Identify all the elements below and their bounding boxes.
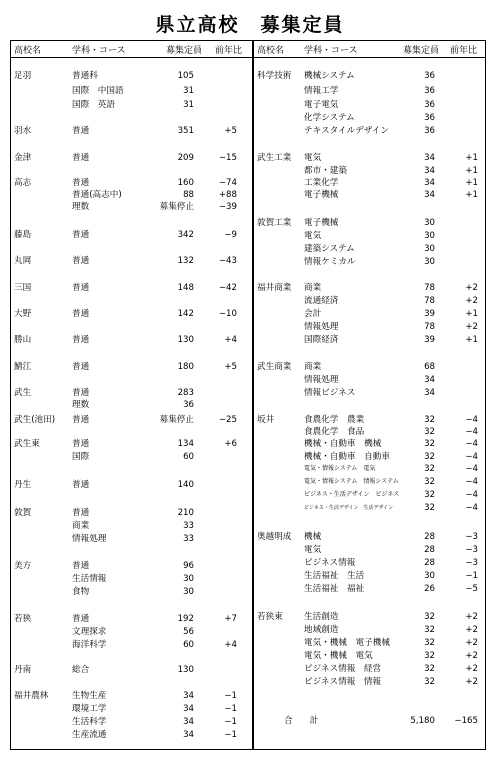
quota-value: 31 [183, 100, 194, 110]
school-name: 藤島 [14, 230, 32, 240]
course-name: 商業 [304, 362, 322, 372]
diff-value: −4 [465, 477, 478, 487]
course-name: 普通 [72, 283, 90, 293]
course-name: 電子機械 [304, 190, 339, 200]
course-name: 生活情報 [72, 574, 107, 584]
quota-value: 342 [177, 230, 194, 240]
quota-value: 32 [424, 677, 435, 687]
school-name: 科学技術 [257, 71, 292, 81]
diff-value: +1 [465, 190, 478, 200]
diff-value: −4 [465, 439, 478, 449]
course-name: 電気・情報システム 情報システム [304, 478, 399, 485]
course-name: 商業 [304, 283, 322, 293]
quota-value: 36 [424, 71, 435, 81]
course-name: ビジネス情報 情報 [304, 677, 382, 687]
course-name: 食農化学 食品 [304, 427, 365, 437]
quota-value: 36 [424, 126, 435, 136]
school-name: 鯖江 [14, 362, 32, 372]
diff-value: +6 [224, 439, 237, 449]
quota-value: 36 [424, 113, 435, 123]
course-name: テキスタイルデザイン [304, 126, 389, 136]
school-name: 敦賀工業 [257, 218, 292, 228]
course-name: 普通科 [72, 71, 98, 81]
diff-value: −4 [465, 452, 478, 462]
course-name: ビジネス情報 経営 [304, 664, 382, 674]
quota-value: 34 [424, 153, 435, 163]
total-diff: −165 [454, 716, 478, 726]
school-name: 武生商業 [257, 362, 292, 372]
quota-value: 60 [183, 640, 194, 650]
diff-value: +1 [465, 178, 478, 188]
quota-value: 36 [424, 86, 435, 96]
course-name: 電気・機械 電子機械 [304, 638, 390, 648]
course-name: 生活福祉 福祉 [304, 584, 365, 594]
quota-value: 78 [424, 283, 435, 293]
course-name: 電気・情報システム 電気 [304, 465, 376, 472]
school-name: 坂井 [257, 415, 275, 425]
header-diff-right: 前年比 [450, 46, 478, 56]
quota-value: 34 [183, 717, 194, 727]
quota-value: 34 [424, 375, 435, 385]
school-name: 大野 [14, 309, 32, 319]
diff-value: −4 [465, 427, 478, 437]
course-name: 情報処理 [304, 375, 339, 385]
course-name: 食農化学 農業 [304, 415, 365, 425]
course-name: 電気 [304, 153, 322, 163]
course-name: 化学システム [304, 113, 355, 123]
quota-value: 34 [183, 730, 194, 740]
course-name: 電気 [304, 545, 322, 555]
course-name: 情報ケミカル [304, 257, 356, 267]
course-name: 生活創造 [304, 612, 339, 622]
diff-value: +2 [465, 322, 478, 332]
quota-value: 30 [424, 257, 435, 267]
school-name: 羽水 [14, 126, 32, 136]
diff-value: +2 [465, 651, 478, 661]
course-name: 理数 [72, 202, 90, 212]
quota-value: 39 [424, 335, 435, 345]
school-name: 若狭 [14, 614, 32, 624]
course-name: 普通 [72, 309, 90, 319]
diff-value: +1 [465, 335, 478, 345]
course-name: 建築システム [304, 244, 355, 254]
diff-value: −3 [465, 532, 478, 542]
header-course-left: 学科・コース [72, 46, 126, 56]
course-name: 地域創造 [304, 625, 339, 635]
quota-value: 60 [183, 452, 194, 462]
diff-value: −15 [218, 153, 237, 163]
school-name: 武生工業 [257, 153, 292, 163]
quota-value: 28 [424, 545, 435, 555]
header-quota-right: 募集定員 [403, 46, 440, 56]
quota-value: 34 [424, 166, 435, 176]
course-name: 環境工学 [72, 704, 107, 714]
diff-value: −25 [218, 415, 237, 425]
diff-value: −1 [224, 691, 237, 701]
diff-value: −10 [218, 309, 237, 319]
course-name: 電気 [304, 231, 322, 241]
course-name: 都市・建築 [304, 166, 347, 176]
diff-value: −1 [465, 571, 478, 581]
course-name: 普通 [72, 256, 90, 266]
course-name: 機械・自動車 機械 [304, 439, 382, 449]
quota-value: 32 [424, 464, 435, 474]
quota-value: 32 [424, 477, 435, 487]
course-name: 機械 [304, 532, 322, 542]
quota-value: 132 [177, 256, 194, 266]
course-name: 普通 [72, 561, 90, 571]
diff-value: −39 [218, 202, 237, 212]
quota-value: 32 [424, 638, 435, 648]
course-name: 普通 [72, 335, 90, 345]
diff-value: −4 [465, 503, 478, 513]
course-name: 普通 [72, 415, 90, 425]
course-name: 情報処理 [72, 534, 107, 544]
diff-value: −9 [224, 230, 237, 240]
diff-value: +7 [224, 614, 237, 624]
quota-value: 283 [177, 388, 194, 398]
quota-value: 26 [424, 584, 435, 594]
diff-value: −5 [465, 584, 478, 594]
header-quota-left: 募集定員 [166, 46, 203, 56]
course-name: 電子機械 [304, 218, 339, 228]
total-quota: 5,180 [410, 716, 435, 726]
course-name: 機械・自動車 自動車 [304, 452, 390, 462]
diff-value: −74 [218, 178, 237, 188]
quota-value: 32 [424, 427, 435, 437]
diff-value: −1 [224, 704, 237, 714]
diff-value: −3 [465, 545, 478, 555]
quota-value: 56 [183, 627, 194, 637]
course-name: 国際 [72, 452, 90, 462]
school-name: 三国 [14, 283, 32, 293]
school-name: 奥越明成 [257, 532, 292, 542]
quota-value: 105 [177, 71, 194, 81]
quota-value: 160 [177, 178, 194, 188]
course-name: 普通 [72, 362, 90, 372]
quota-value: 34 [424, 388, 435, 398]
quota-value: 34 [183, 704, 194, 714]
quota-value: 30 [424, 231, 435, 241]
course-name: 普通 [72, 230, 90, 240]
quota-value: 192 [177, 614, 194, 624]
header-rule [10, 57, 486, 58]
school-name: 武生(池田) [14, 415, 56, 425]
course-name: 情報処理 [304, 322, 339, 332]
quota-value: 130 [177, 335, 194, 345]
course-name: 国際 中国語 [72, 86, 124, 96]
course-name: ビジネス情報 [304, 558, 356, 568]
course-name: 生産流通 [72, 730, 107, 740]
quota-value: 78 [424, 296, 435, 306]
quota-value: 28 [424, 532, 435, 542]
diff-value: +2 [465, 283, 478, 293]
column-divider [252, 40, 254, 750]
school-name: 丹南 [14, 665, 32, 675]
course-name: 機械システム [304, 71, 355, 81]
quota-value: 36 [424, 100, 435, 110]
school-name: 金津 [14, 153, 32, 163]
quota-value: 30 [183, 574, 194, 584]
quota-value: 32 [424, 625, 435, 635]
quota-value: 33 [183, 534, 194, 544]
quota-value: 130 [177, 665, 194, 675]
diff-value: +4 [224, 335, 237, 345]
course-name: 電気・機械 電気 [304, 651, 373, 661]
quota-value: 36 [183, 400, 194, 410]
diff-value: +2 [465, 664, 478, 674]
course-name: 情報ビジネス [304, 388, 356, 398]
course-name: ビジネス・生活デザイン 生活デザイン [304, 505, 394, 511]
course-name: ビジネス・生活デザイン ビジネス [304, 491, 400, 498]
diff-value: −1 [224, 730, 237, 740]
header-school-left: 高校名 [14, 46, 42, 56]
diff-value: +88 [218, 190, 237, 200]
page-title: 県立高校 募集定員 [155, 14, 345, 36]
quota-value: 210 [177, 508, 194, 518]
diff-value: +1 [465, 153, 478, 163]
quota-value: 134 [177, 439, 194, 449]
course-name: 普通 [72, 508, 90, 518]
quota-value: 32 [424, 415, 435, 425]
school-name: 若狭東 [257, 612, 283, 622]
quota-value: 32 [424, 490, 435, 500]
course-name: 生活福祉 生活 [304, 571, 365, 581]
course-name: 文理探求 [72, 627, 107, 637]
quota-value: 募集停止 [159, 202, 194, 212]
school-name: 丸岡 [14, 256, 32, 266]
course-name: 普通 [72, 126, 90, 136]
course-name: 食物 [72, 587, 90, 597]
quota-value: 30 [183, 587, 194, 597]
school-name: 武生 [14, 388, 32, 398]
quota-value: 148 [177, 283, 194, 293]
course-name: 流通経済 [304, 296, 339, 306]
quota-value: 28 [424, 558, 435, 568]
quota-value: 30 [424, 244, 435, 254]
quota-value: 180 [177, 362, 194, 372]
diff-value: +4 [224, 640, 237, 650]
quota-value: 88 [183, 190, 194, 200]
diff-value: +1 [465, 309, 478, 319]
quota-value: 33 [183, 521, 194, 531]
header-course-right: 学科・コース [304, 46, 358, 56]
course-name: 普通 [72, 480, 90, 490]
quota-value: 140 [177, 480, 194, 490]
diff-value: −4 [465, 464, 478, 474]
school-name: 勝山 [14, 335, 32, 345]
quota-value: 351 [177, 126, 194, 136]
school-name: 福井農林 [14, 691, 49, 701]
course-name: 生物生産 [72, 691, 107, 701]
course-name: 商業 [72, 521, 90, 531]
quota-value: 32 [424, 651, 435, 661]
diff-value: −3 [465, 558, 478, 568]
school-name: 美方 [14, 561, 32, 571]
quota-value: 142 [177, 309, 194, 319]
diff-value: −1 [224, 717, 237, 727]
course-name: 会計 [304, 309, 322, 319]
school-name: 高志 [14, 178, 32, 188]
course-name: 普通 [72, 178, 90, 188]
course-name: 国際経済 [304, 335, 339, 345]
school-name: 敦賀 [14, 508, 32, 518]
quota-value: 32 [424, 503, 435, 513]
quota-value: 32 [424, 439, 435, 449]
course-name: 理数 [72, 400, 90, 410]
course-name: 普通 [72, 439, 90, 449]
header-school-right: 高校名 [257, 46, 285, 56]
quota-value: 32 [424, 452, 435, 462]
quota-value: 96 [183, 561, 194, 571]
course-name: 普通 [72, 614, 90, 624]
header-diff-left: 前年比 [215, 46, 243, 56]
quota-value: 32 [424, 664, 435, 674]
quota-value: 30 [424, 218, 435, 228]
course-name: 工業化学 [304, 178, 339, 188]
diff-value: +2 [465, 296, 478, 306]
course-name: 総合 [72, 665, 90, 675]
quota-value: 募集停止 [159, 415, 194, 425]
diff-value: +2 [465, 625, 478, 635]
quota-value: 34 [424, 178, 435, 188]
diff-value: −4 [465, 415, 478, 425]
diff-value: −42 [218, 283, 237, 293]
diff-value: +2 [465, 677, 478, 687]
course-name: 電子電気 [304, 100, 339, 110]
course-name: 普通 [72, 388, 90, 398]
quota-value: 32 [424, 612, 435, 622]
school-name: 丹生 [14, 480, 32, 490]
course-name: 普通(高志中) [72, 190, 122, 200]
school-name: 足羽 [14, 71, 32, 81]
quota-value: 31 [183, 86, 194, 96]
quota-value: 34 [183, 691, 194, 701]
diff-value: +5 [224, 126, 237, 136]
quota-value: 34 [424, 190, 435, 200]
diff-value: +1 [465, 166, 478, 176]
diff-value: −4 [465, 490, 478, 500]
total-label: 合 計 [284, 716, 319, 726]
diff-value: +2 [465, 612, 478, 622]
school-name: 福井商業 [257, 283, 292, 293]
quota-value: 39 [424, 309, 435, 319]
diff-value: +5 [224, 362, 237, 372]
diff-value: −43 [218, 256, 237, 266]
quota-value: 30 [424, 571, 435, 581]
course-name: 情報工学 [304, 86, 339, 96]
course-name: 生活科学 [72, 717, 107, 727]
quota-value: 68 [424, 362, 435, 372]
diff-value: +2 [465, 638, 478, 648]
course-name: 国際 英語 [72, 100, 115, 110]
course-name: 海洋科学 [72, 640, 107, 650]
quota-value: 78 [424, 322, 435, 332]
course-name: 普通 [72, 153, 90, 163]
school-name: 武生東 [14, 439, 40, 449]
quota-value: 209 [177, 153, 194, 163]
